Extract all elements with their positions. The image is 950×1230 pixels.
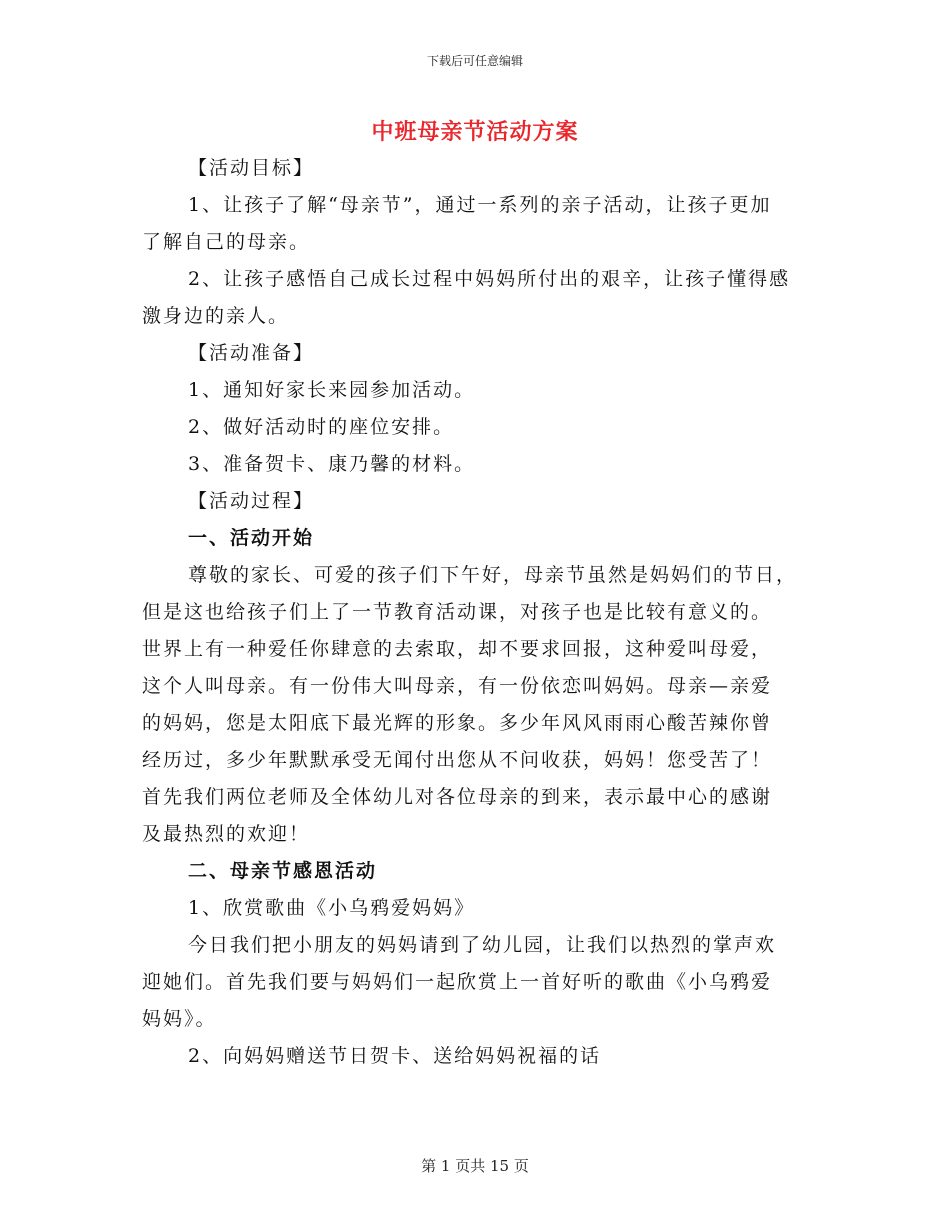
paragraph-line: 妈妈》。 bbox=[142, 1008, 217, 1030]
paragraph-line: 【活动准备】 bbox=[188, 342, 315, 364]
page-header-note: 下载后可任意编辑 bbox=[426, 54, 523, 68]
paragraph-line: 迎她们。首先我们要与妈妈们一起欣赏上一首好听的歌曲《小乌鸦爱 bbox=[142, 971, 773, 993]
paragraph-line: 2、做好活动时的座位安排。 bbox=[188, 416, 455, 438]
page-footer: 第 1 页共 15 页 bbox=[421, 1157, 529, 1175]
paragraph-line: 尊敬的家长、可爱的孩子们下午好，母亲节虽然是妈妈们的节日， bbox=[188, 564, 798, 586]
document-title: 中班母亲节活动方案 bbox=[371, 119, 579, 145]
paragraph-line: 【活动过程】 bbox=[188, 490, 315, 512]
paragraph-line: 3、准备贺卡、康乃馨的材料。 bbox=[188, 453, 476, 475]
section-heading: 一、活动开始 bbox=[188, 527, 315, 549]
paragraph-line: 经历过，多少年默默承受无闻付出您从不问收获，妈妈！您受苦了！ bbox=[142, 749, 773, 771]
paragraph-line: 1、通知好家长来园参加活动。 bbox=[188, 379, 476, 401]
document-body bbox=[142, 150, 812, 1075]
paragraph-line: 1、欣赏歌曲《小乌鸦爱妈妈》 bbox=[188, 897, 476, 919]
paragraph-line: 及最热烈的欢迎！ bbox=[142, 823, 311, 845]
paragraph-line: 但是这也给孩子们上了一节教育活动课，对孩子也是比较有意义的。 bbox=[142, 601, 773, 623]
paragraph-line: 1、让孩子了解“母亲节”，通过一系列的亲子活动，让孩子更加 bbox=[188, 194, 772, 216]
paragraph-line: 今日我们把小朋友的妈妈请到了幼儿园，让我们以热烈的掌声欢 bbox=[188, 934, 777, 956]
paragraph-line: 这个人叫母亲。有一份伟大叫母亲，有一份依恋叫妈妈。母亲—亲爱 bbox=[142, 675, 773, 697]
paragraph-line: 2、让孩子感悟自己成长过程中妈妈所付出的艰辛，让孩子懂得感 bbox=[188, 268, 791, 290]
paragraph-line: 2、向妈妈赠送节日贺卡、送给妈妈祝福的话 bbox=[188, 1045, 602, 1067]
paragraph-line: 首先我们两位老师及全体幼儿对各位母亲的到来，表示最中心的感谢 bbox=[142, 786, 773, 808]
section-heading: 二、母亲节感恩活动 bbox=[188, 860, 378, 882]
paragraph-line: 世界上有一种爱任你肆意的去索取，却不要求回报，这种爱叫母爱， bbox=[142, 638, 773, 660]
paragraph-line: 激身边的亲人。 bbox=[142, 305, 290, 327]
paragraph-line: 的妈妈，您是太阳底下最光辉的形象。多少年风风雨雨心酸苦辣你曾 bbox=[142, 712, 773, 734]
paragraph-line: 了解自己的母亲。 bbox=[142, 231, 311, 253]
paragraph-line: 【活动目标】 bbox=[188, 157, 315, 179]
